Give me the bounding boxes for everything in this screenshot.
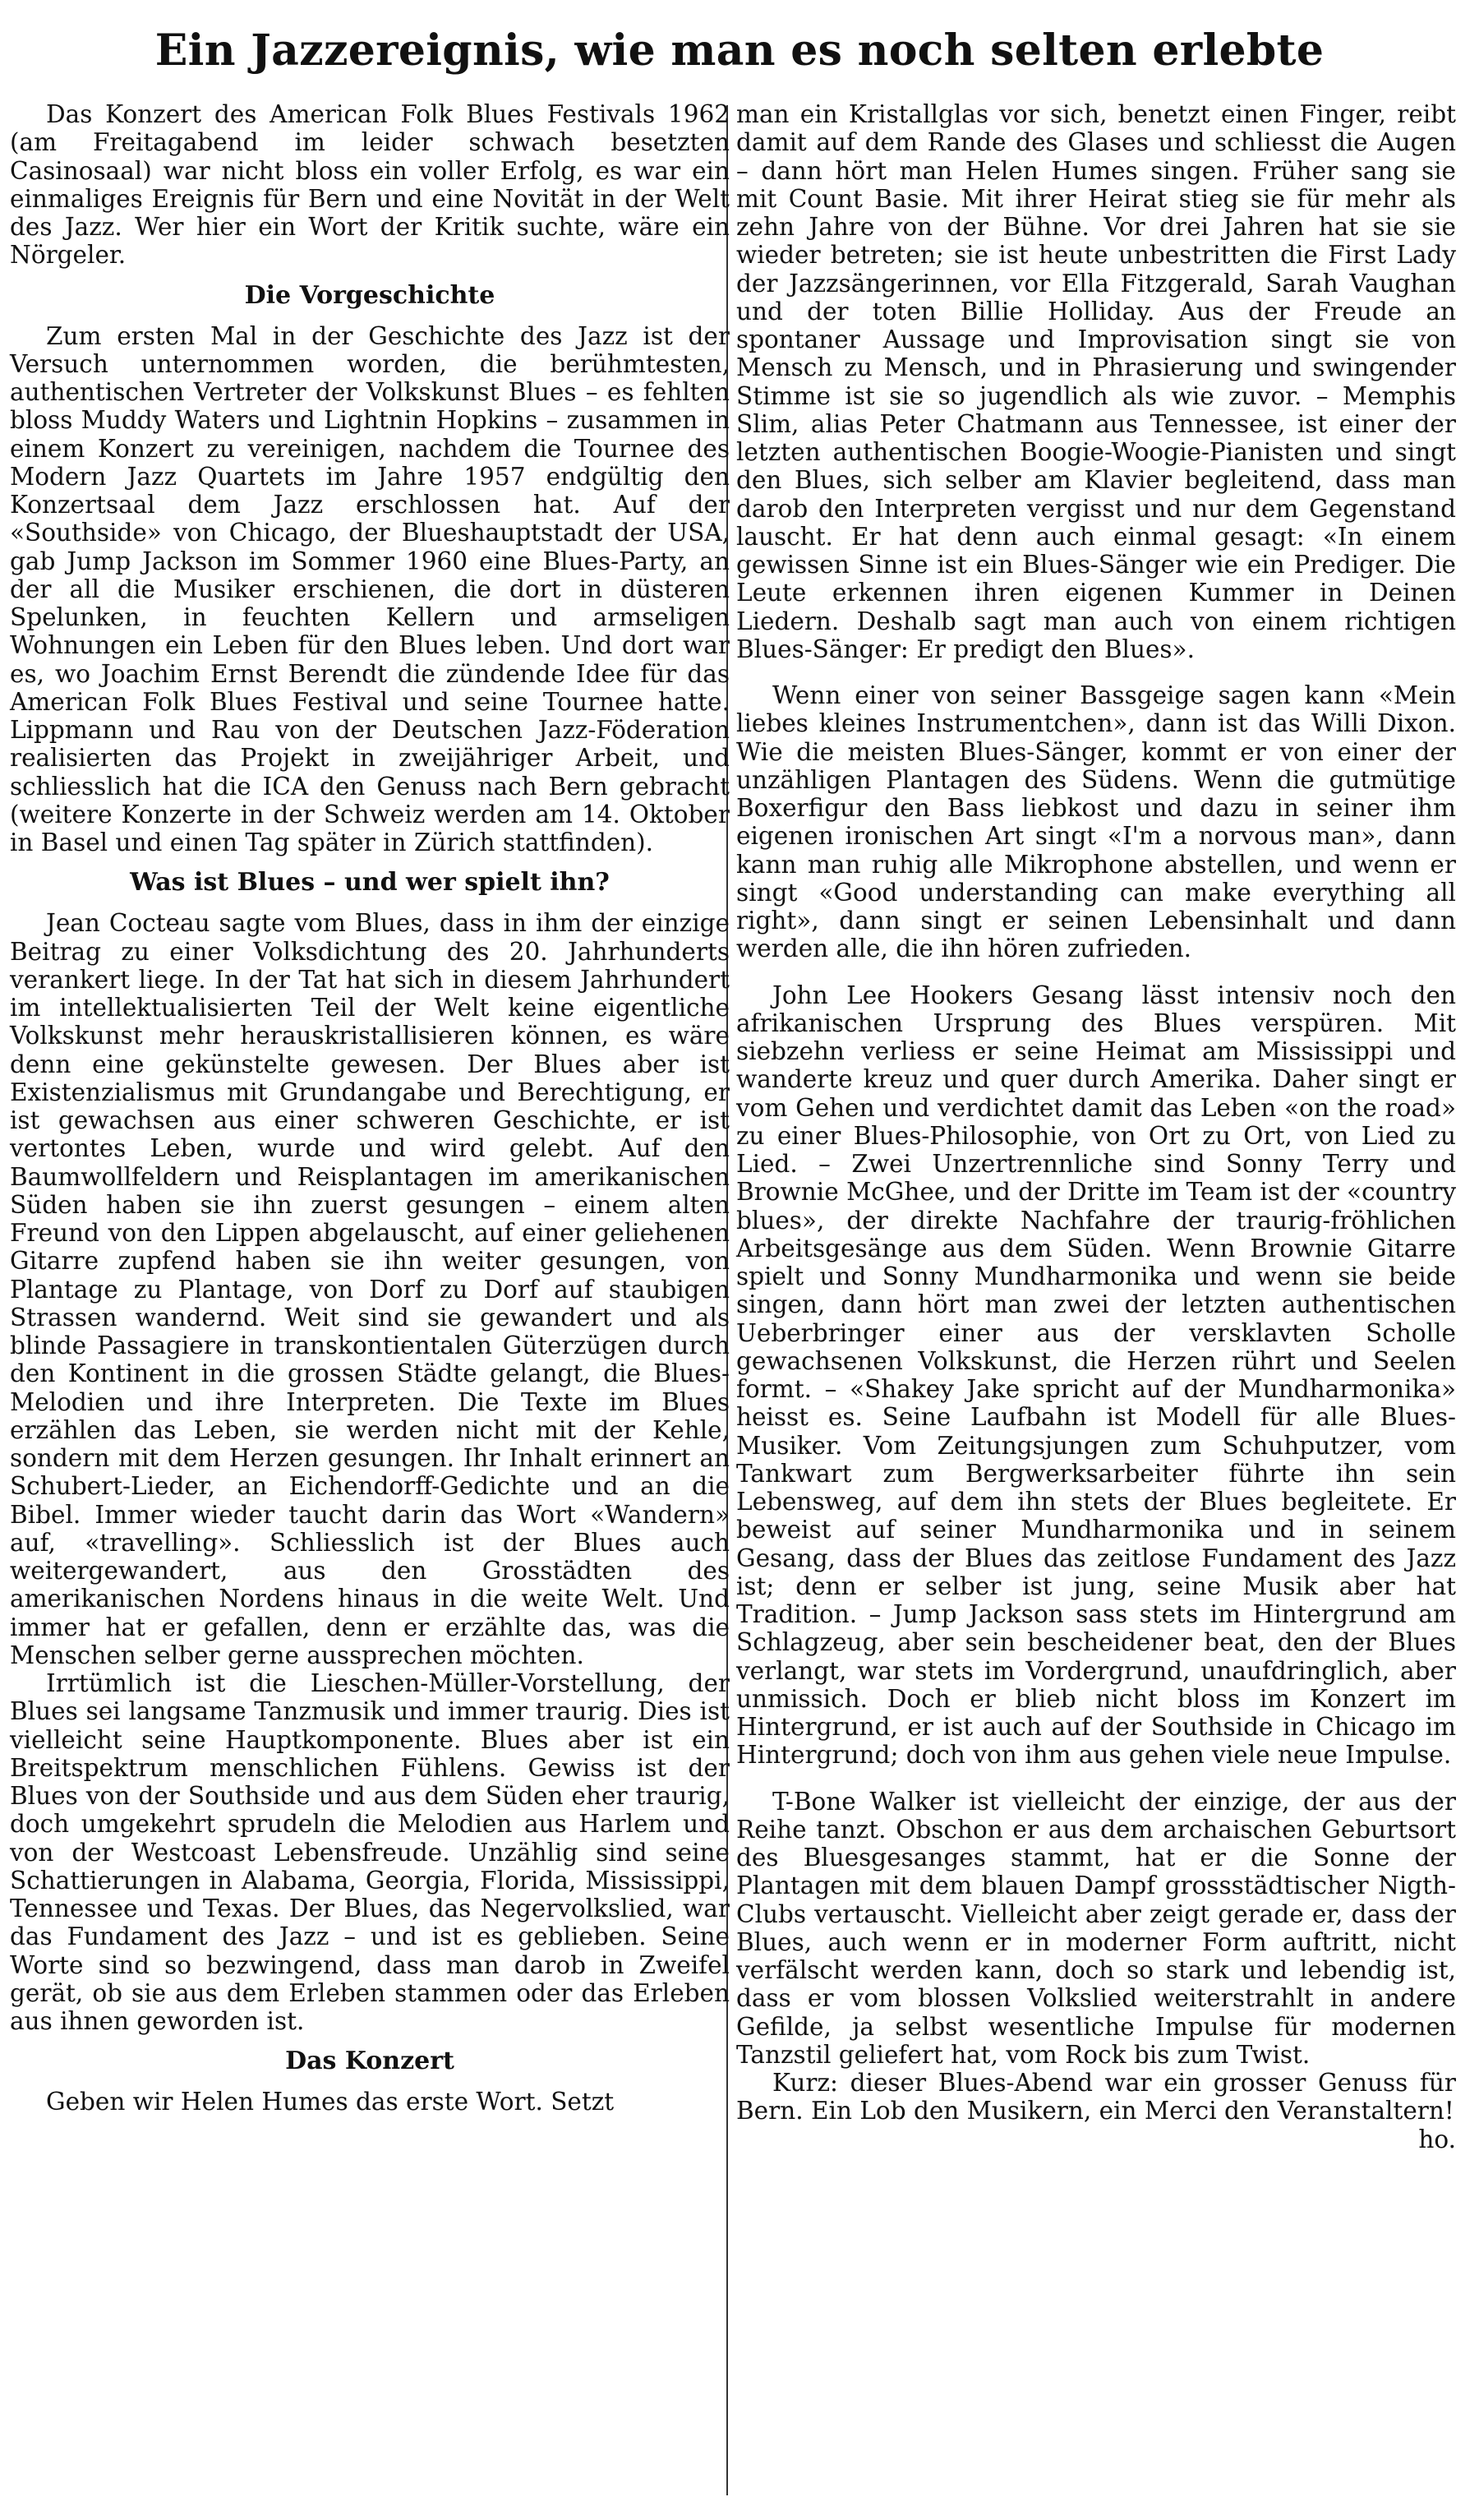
section-heading-vorgeschichte: Die Vorgeschichte [244,280,495,310]
walker-paragraph: T-Bone Walker ist vielleicht der einzige, der aus der Reihe tanzt. Obschon er aus dem archaischen Geburtsort des Bluesgesanges stammt, hat er die Sonne der Plantagen mit dem blauen Dampf grossstädtischer Nigth-Clubs vertauscht. Vielleicht aber zeigt gerade er, dass der Blues, auch wenn er in moderner Form auftritt, nicht verfälscht werden kann, doch so stark und lebendig ist, dass er vom blossen Volkslied weiterstrahlt in andere Gefilde, ja selbst wesentliche Impulse für modernen Tanzstil geliefert hat, vom Rock bis zum Twist. [736,1787,1456,2069]
blues-paragraph-2: Irrtümlich ist die Lieschen-Müller-Vorstellung, der Blues sei langsame Tanzmusik und immer traurig. Dies ist vielleicht seine Hauptkomponente. Blues aber ist ein Breitspektrum menschlichen Fühlens. Gewiss ist der Blues von der Southside und aus dem Süden eher traurig, doch umgekehrt sprudeln die Melodien aus Harlem und von der Westcoast Lebensfreude. Unzählig sind seine Schattierungen in Alabama, Georgia, Florida, Mississippi, Tennessee und Texas. Der Blues, das Negervolkslied, war das Fundament des Jazz – und ist es geblieben. Seine Worte sind so bezwingend, dass man darob in Zweifel gerät, ob sie aus dem Erleben stammen oder das Erleben aus ihnen geworden ist. [10,1669,730,2035]
humes-paragraph: man ein Kristallglas vor sich, benetzt einen Finger, reibt damit auf dem Rande des Glases und schliesst die Augen – dann hört man Helen Humes singen. Früher sang sie mit Count Basie. Mit ihrer Heirat stieg sie für mehr als zehn Jahre von der Bühne. Vor drei Jahren hat sie sie wieder betreten; sie ist heute unbestritten die First Lady der Jazzsängerinnen, vor Ella Fitzgerald, Sarah Vaughan und der toten Billie Holliday. Aus der Freude an spontaner Aussage und Improvisation singt sie von Mensch zu Mensch, und in Phrasierung und swingender Stimme ist sie so jugendlich als wie zuvor. – Memphis Slim, alias Peter Chatmann aus Tennessee, ist einer der letzten authentischen Boogie-Woogie-Pianisten und singt den Blues, sich selber am Klavier begleitend, dass man darob den Interpreten vergisst und nur dem Gegenstand lauscht. Er hat denn auch einmal gesagt: «In einem gewissen Sinne ist ein Blues-Sänger wie ein Prediger. Die Leute erkennen ihren eigenen Kummer in Deinen Liedern. Deshalb sagt man auch von einem richtigen Blues-Sänger: Er predigt den Blues». [736,100,1456,663]
article-headline: Ein Jazzereignis, wie man es noch selten erlebte [154,25,1325,76]
section-heading-das-konzert: Das Konzert [285,2047,454,2076]
dixon-paragraph: Wenn einer von seiner Bassgeige sagen kann «Mein liebes kleines Instrumentchen», dann ist das Willi Dixon. Wie die meisten Blues-Sänger, kommt er von einer der unzähligen Plantagen des Südens. Wenn die gutmütige Boxerfigur den Bass liebkost und dazu in seiner ihm eigenen ironischen Art singt «I'm a norvous man», dann kann man ruhig alle Mikrophone abstellen, und wenn er singt «Good understanding can make everything all right», dann singt er seinen Lebensinhalt und dann werden alle, die ihn hören zufrieden. [736,681,1456,963]
paragraph-gap [736,663,1456,681]
intro-paragraph: Das Konzert des American Folk Blues Festivals 1962 (am Freitagabend im leider schwach besetzten Casinosaal) war nicht bloss ein voller Erfolg, es war ein einmaliges Ereignis für Bern und eine Novität in der Welt des Jazz. Wer hier ein Wort der Kritik suchte, wäre ein Nörgeler. [10,100,730,270]
right-column [736,100,1456,2153]
blues-paragraph-1: Jean Cocteau sagte vom Blues, dass in ihm der einzige Beitrag zu einer Volksdichtung des 20. Jahrhunderts verankert liege. In der Tat hat sich in diesem Jahrhundert im intellektualisierten Teil der Welt keine eigentliche Volkskunst mehr herauskristallisieren können, es wäre denn eine gekünstelte gewesen. Der Blues aber ist Existenzialismus mit Grundangabe und Berechtigung, er ist gewachsen aus einer schweren Geschichte, er ist vertontes Leben, wurde und wird gelebt. Auf den Baumwollfeldern und Reisplantagen im amerikanischen Süden haben sie ihn zuerst gesungen – einem alten Freund von den Lippen abgelauscht, auf einer geliehenen Gitarre zupfend haben sie ihn weiter gesungen, von Plantage zu Plantage, von Dorf zu Dorf auf staubigen Strassen wandernd. Weit sind sie gewandert und als blinde Passagiere in transkontientalen Güterzügen durch den Kontinent in die grossen Städte gelangt, die Blues-Melodien und ihre Interpreten. Die Texte im Blues erzählen das Leben, sie werden nicht mit der Kehle, sondern mit dem Herzen gesungen. Ihr Inhalt erinnert an Schubert-Lieder, an Eichendorff-Gedichte und an die Bibel. Immer wieder taucht darin das Wort «Wandern» auf, «travelling». Schliesslich ist der Blues auch weitergewandert, aus den Grosstädten des amerikanischen Nordens hinaus in die weite Welt. Und immer hat er gefallen, denn er erzählte das, was die Menschen selber gerne aussprechen möchten. [10,909,730,1669]
section-heading-was-ist-blues: Was ist Blues – und wer spielt ihn? [130,868,610,898]
conclusion-paragraph: Kurz: dieser Blues-Abend war ein grosser Genuss für Bern. Ein Lob den Musikern, ein Merci den Veranstaltern! [736,2069,1456,2125]
konzert-paragraph-start: Geben wir Helen Humes das erste Wort. Setzt [46,2088,615,2116]
hooker-paragraph: John Lee Hookers Gesang lässt intensiv noch den afrikanischen Ursprung des Blues verspüren. Mit siebzehn verliess er seine Heimat am Mississippi und wanderte kreuz und quer durch Amerika. Daher singt er vom Gehen und verdichtet damit das Leben «on the road» zu einer Blues-Philosophie, von Ort zu Ort, von Lied zu Lied. – Zwei Unzertrennliche sind Sonny Terry und Brownie McGhee, und der Dritte im Team ist der «country blues», der direkte Nachfahre der traurig-fröhlichen Arbeitsgesänge aus dem Süden. Wenn Brownie Gitarre spielt und Sonny Mundharmonika und wenn sie beide singen, dann hört man zwei der letzten authentischen Ueberbringer einer aus der versklavten Scholle gewachsenen Volkskunst, die Herzen rührt und Seelen formt. – «Shakey Jake spricht auf der Mundharmonika» heisst es. Seine Laufbahn ist Modell für alle Blues-Musiker. Vom Zeitungsjungen zum Schuhputzer, vom Tankwart zum Bergwerksarbeiter führte ihn sein Lebensweg, auf dem ihn stets der Blues begleitete. Er beweist auf seiner Mundharmonika und in seinem Gesang, dass der Blues das zeitlose Fundament des Jazz ist; denn er selber ist jung, seine Musik aber hat Tradition. – Jump Jackson sass stets im Hintergrund am Schlagzeug, aber sein bescheidener beat, den der Blues verlangt, war stets im Vordergrund, unaufdringlich, aber unmissich. Doch er blieb nicht bloss im Konzert im Hintergrund, er ist auch auf der Southside in Chicago im Hintergrund; doch von ihm aus gehen viele neue Impulse. [736,981,1456,1770]
signoff-row [736,2125,1456,2153]
vorgeschichte-paragraph: Zum ersten Mal in der Geschichte des Jazz ist der Versuch unternommen worden, die berühmtesten, authentischen Vertreter der Volkskunst Blues – es fehlten bloss Muddy Waters und Lightnin Hopkins – zusammen in einem Konzert zu vereinigen, nachdem die Tournee des Modern Jazz Quartets im Jahre 1957 endgültig den Konzertsaal dem Jazz erschlossen hat. Auf der «Southside» von Chicago, der Blueshauptstadt der USA, gab Jump Jackson im Sommer 1960 eine Blues-Party, an der all die Musiker erschienen, die dort in düsteren Spelunken, in feuchten Kellern und armseligen Wohnungen ein Leben für den Blues leben. Und dort war es, wo Joachim Ernst Berendt die zündende Idee für das American Folk Blues Festival und seine Tournee hatte. Lippmann und Rau von der Deutschen Jazz-Föderation realisierten das Projekt in zweijähriger Arbeit, und schliesslich hat die ICA den Genuss nach Bern gebracht (weitere Konzerte in der Schweiz werden am 14. Oktober in Basel und einen Tag später in Zürich stattfinden). [10,321,730,856]
paragraph-gap [736,1770,1456,1788]
paragraph-gap [736,963,1456,981]
author-signature: ho. [1418,2125,1456,2153]
left-column [10,100,730,2116]
